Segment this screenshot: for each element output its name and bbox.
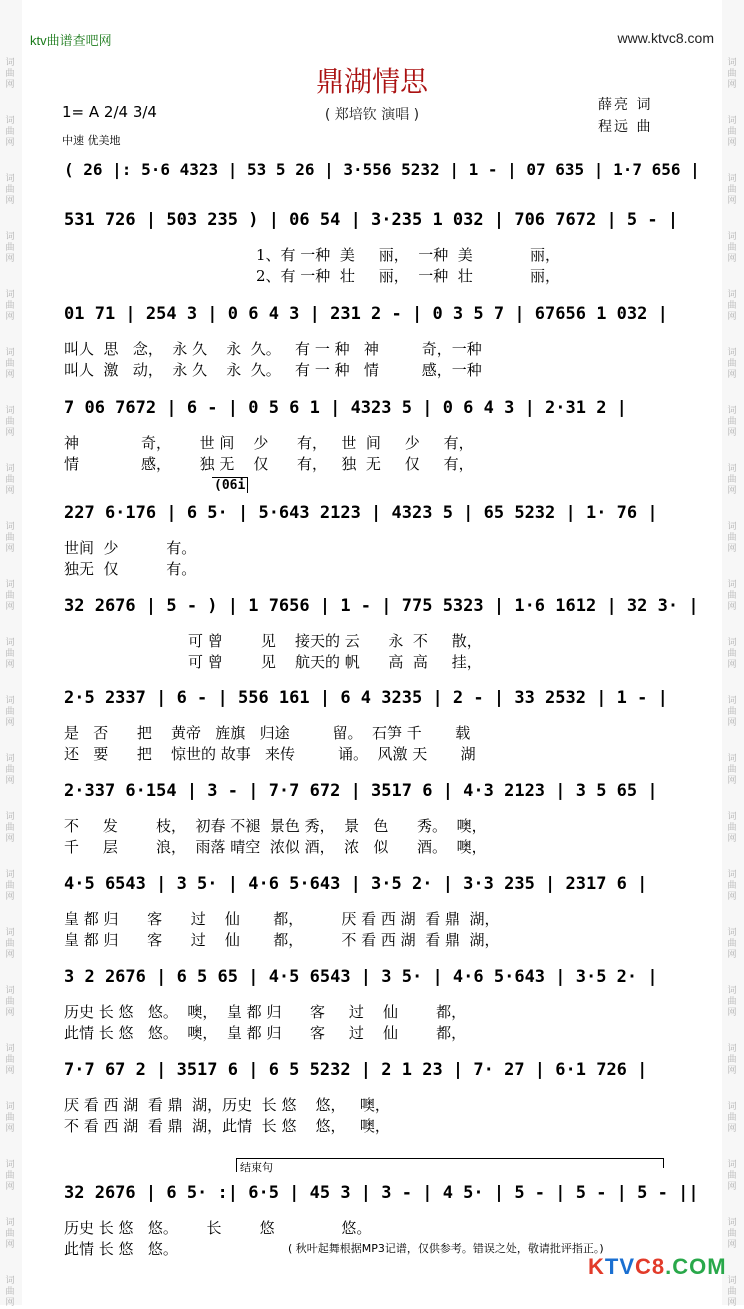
side-watermark-text: 词曲网	[5, 754, 15, 786]
side-watermark-text: 词曲网	[5, 870, 15, 902]
tempo-marking: 中速 优美地	[62, 134, 121, 147]
lyric-line: 不 看 西 湖 看 鼎 湖，此情 长 悠 悠， 噢，	[64, 1117, 390, 1135]
side-watermark-text: 词曲网	[5, 986, 15, 1018]
lyric-line: 叫人 思 念， 永 久 永 久。 有 一 种 神 奇，一种	[64, 340, 482, 358]
side-watermark-text: 词曲网	[5, 812, 15, 844]
ending-bracket-line	[236, 1158, 664, 1159]
side-watermark-text: 词曲网	[5, 1218, 15, 1250]
ending-label: 结束句	[240, 1161, 273, 1174]
side-watermark-text: 词曲网	[5, 1276, 15, 1308]
side-watermark-text: 词曲网	[727, 1044, 737, 1076]
side-watermark-text: 词曲网	[727, 174, 737, 206]
lyric-line: 不 发 枝， 初春 不褪 景色 秀， 景 色 秀。 噢，	[64, 817, 487, 835]
side-watermark-text: 词曲网	[727, 580, 737, 612]
lyric-line: 是 否 把 黄帝 旌旗 归途 留。 石笋 千 载	[64, 724, 471, 742]
side-watermark-text: 词曲网	[727, 1160, 737, 1192]
side-watermark-text: 词曲网	[5, 348, 15, 380]
site-url-right: www.ktvc8.com	[617, 30, 714, 46]
lyric-line: 可 曾 见 航天的 帆 高 高 挂，	[64, 653, 482, 671]
notation-line: 2·337 6·154 | 3 - | 7·7 672 | 3517 6 | 4·3 2123 | 3 5 65 |	[64, 781, 658, 801]
notation-line: ( 26 |: 5·6 4323 | 53 5 26 | 3·556 5232 | 1 - | 07 635 | 1·7 656 |	[64, 160, 700, 179]
lyric-line: 情 感， 独 无 仅 有， 独 无 仅 有，	[64, 455, 474, 473]
side-watermark-text: 词曲网	[727, 986, 737, 1018]
notation-line: 32 2676 | 5 - ) | 1 7656 | 1 - | 775 5323 | 1·6 1612 | 32 3· |	[64, 596, 699, 616]
side-watermark-text: 词曲网	[5, 58, 15, 90]
song-title: 鼎湖情思	[315, 65, 428, 98]
lyric-line: 千 层 浪， 雨落 晴空 浓似 酒， 浓 似 酒。 噢，	[64, 838, 487, 856]
lyric-line: 可 曾 见 接天的 云 永 不 散，	[64, 632, 482, 650]
lyric-line: 历史 长 悠 悠。 长 悠 悠。	[64, 1219, 372, 1237]
lyric-line: 神 奇， 世 间 少 有， 世 间 少 有，	[64, 434, 474, 452]
side-watermark-text: 词曲网	[5, 406, 15, 438]
lyric-line: 叫人 激 动， 永 久 永 久。 有 一 种 情 感，一种	[64, 361, 482, 379]
notation-line: 4·5 6543 | 3 5· | 4·6 5·643 | 3·5 2· | 3·3 235 | 2317 6 |	[64, 874, 648, 894]
side-watermark-text: 词曲网	[727, 754, 737, 786]
lyric-line: 此情 长 悠 悠。	[64, 1240, 178, 1258]
side-watermark-text: 词曲网	[5, 116, 15, 148]
right-watermark-strip	[722, 0, 744, 1308]
notation-line: 2·5 2337 | 6 - | 556 161 | 6 4 3235 | 2 - | 33 2532 | 1 - |	[64, 688, 668, 708]
side-watermark-text: 词曲网	[727, 348, 737, 380]
side-watermark-text: 词曲网	[5, 928, 15, 960]
lyric-line: 2、有 一种 壮 丽， 一种 壮 丽，	[256, 267, 560, 285]
side-watermark-text: 词曲网	[727, 1102, 737, 1134]
lyric-line: 世间 少 有。	[64, 539, 197, 557]
side-watermark-text: 词曲网	[5, 290, 15, 322]
side-watermark-text: 词曲网	[727, 522, 737, 554]
lyricist-credit: 薛亮 词	[598, 97, 653, 113]
ending-bracket-tick-right	[663, 1158, 664, 1168]
notation-line: 7·7 67 2 | 3517 6 | 6 5 5232 | 2 1 23 | 7· 27 | 6·1 726 |	[64, 1060, 648, 1080]
site-name-left: ktv曲谱查吧网	[30, 33, 112, 48]
side-watermark-text: 词曲网	[5, 232, 15, 264]
lyric-line: 皇 都 归 客 过 仙 都， 厌 看 西 湖 看 鼎 湖，	[64, 910, 500, 928]
lyric-line: 还 要 把 惊世的 故事 来传 诵。 风激 天 湖	[64, 745, 476, 763]
singer-credit: ( 郑培钦 演唱 )	[324, 107, 420, 123]
side-watermark-text: 词曲网	[727, 116, 737, 148]
side-watermark-text: 词曲网	[727, 1218, 737, 1250]
side-watermark-text: 词曲网	[727, 464, 737, 496]
side-watermark-text: 词曲网	[727, 812, 737, 844]
composer-credit: 程远 曲	[598, 119, 653, 135]
side-watermark-text: 词曲网	[5, 174, 15, 206]
side-watermark-text: 词曲网	[5, 522, 15, 554]
side-watermark-text: 词曲网	[727, 696, 737, 728]
side-watermark-text: 词曲网	[727, 406, 737, 438]
lyric-line: 1、有 一种 美 丽， 一种 美 丽，	[256, 246, 560, 264]
side-watermark-text: 词曲网	[727, 232, 737, 264]
notation-line: 7 06 7672 | 6 - | 0 5 6 1 | 4323 5 | 0 6 4 3 | 2·31 2 |	[64, 398, 627, 418]
side-watermark-text: 词曲网	[5, 1044, 15, 1076]
ending-bracket-tick	[236, 1158, 237, 1172]
lyric-line: 厌 看 西 湖 看 鼎 湖，历史 长 悠 悠， 噢，	[64, 1096, 390, 1114]
side-watermark-text: 词曲网	[5, 580, 15, 612]
side-watermark-text: 词曲网	[5, 638, 15, 670]
notation-line: 531 726 | 503 235 ) | 06 54 | 3·235 1 032 | 706 7672 | 5 - |	[64, 210, 679, 230]
ktvc8-logo: KTVC8.COM	[588, 1254, 727, 1279]
side-watermark-text: 词曲网	[727, 290, 737, 322]
side-watermark-text: 词曲网	[727, 928, 737, 960]
side-watermark-text: 词曲网	[727, 1276, 737, 1308]
transcriber-note: ( 秋叶起舞根据MP3记谱，仅供参考。错误之处，敬请批评指正。)	[288, 1242, 604, 1255]
notation-line: 227 6·176 | 6 5· | 5·643 2123 | 4323 5 | 65 5232 | 1· 76 |	[64, 503, 658, 523]
side-watermark-text: 词曲网	[727, 58, 737, 90]
side-watermark-text: 词曲网	[5, 1160, 15, 1192]
notation-line: 32 2676 | 6 5· :| 6·5 | 45 3 | 3 - | 4 5· | 5 - | 5 - | 5 - ||	[64, 1183, 699, 1203]
side-watermark-text: 词曲网	[5, 1102, 15, 1134]
key-signature: 1= A 2/4 3/4	[62, 103, 157, 121]
lyric-line: 此情 长 悠 悠。 噢， 皇 都 归 客 过 仙 都，	[64, 1024, 467, 1042]
notation-line: 01 71 | 254 3 | 0 6 4 3 | 231 2 - | 0 3 5 7 | 67656 1 032 |	[64, 304, 668, 324]
left-watermark-strip	[0, 0, 22, 1308]
side-watermark-text: 词曲网	[727, 638, 737, 670]
notation-line: 3 2 2676 | 6 5 65 | 4·5 6543 | 3 5· | 4·6 5·643 | 3·5 2· |	[64, 967, 658, 987]
side-watermark-text: 词曲网	[727, 870, 737, 902]
lyric-line: 独无 仅 有。	[64, 560, 197, 578]
side-watermark-text: 词曲网	[5, 464, 15, 496]
side-watermark-text: 词曲网	[5, 696, 15, 728]
lyric-line: 皇 都 归 客 过 仙 都， 不 看 西 湖 看 鼎 湖，	[64, 931, 500, 949]
lyric-line: 历史 长 悠 悠。 噢， 皇 都 归 客 过 仙 都，	[64, 1003, 467, 1021]
repeat-ending-mark: (06i	[212, 477, 248, 493]
